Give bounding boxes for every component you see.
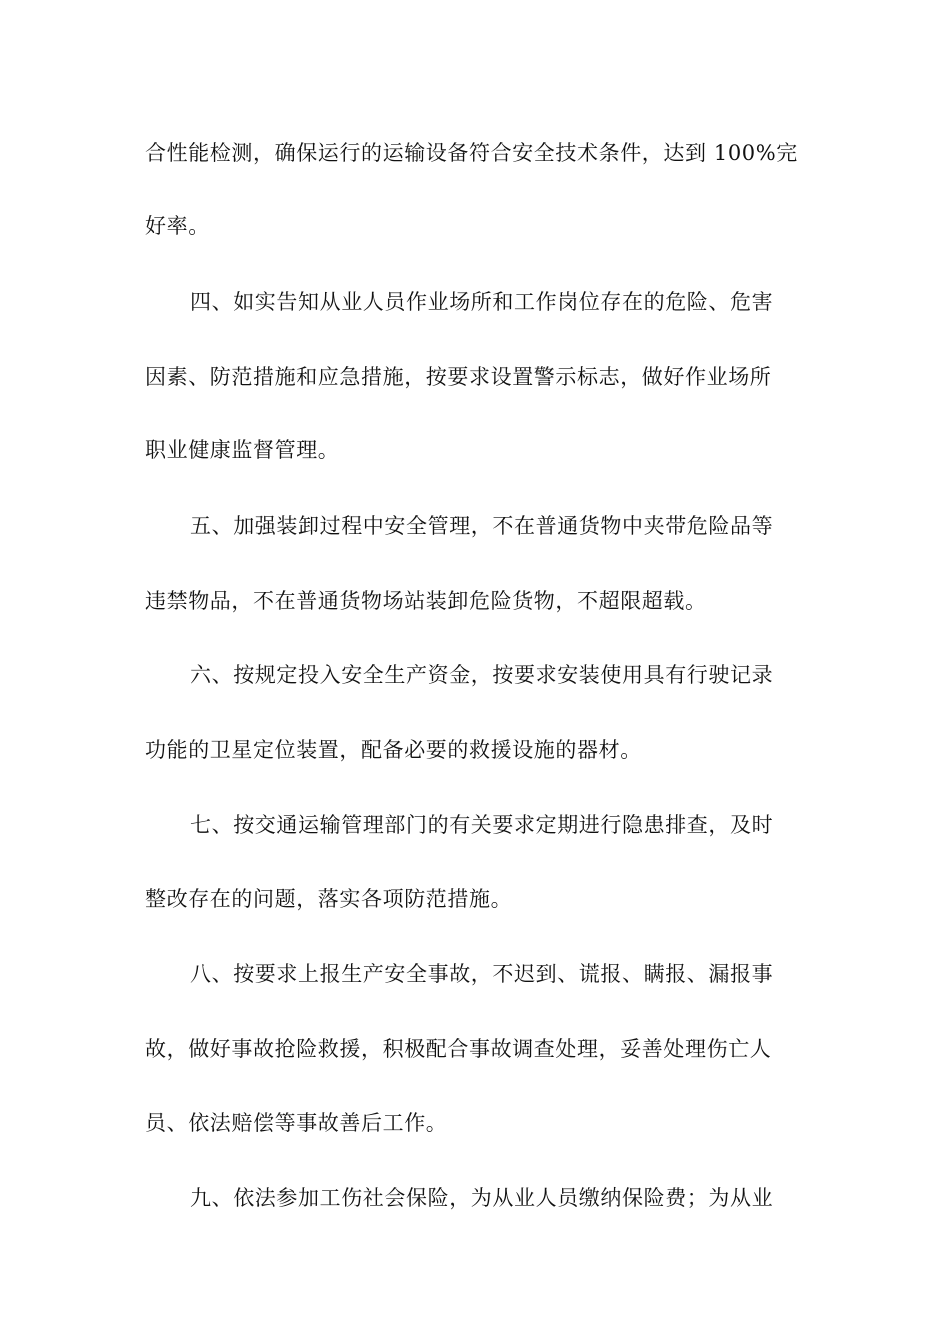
text-line: 职业健康监督管理。 <box>145 438 340 462</box>
text-line: 故，做好事故抢险救援，积极配合事故调查处理，妥善处理伤亡人 <box>145 1037 772 1061</box>
paragraph-nine-line: 九、依法参加工伤社会保险，为从业人员缴纳保险费；为从业 <box>190 1186 774 1210</box>
text-line: 违禁物品，不在普通货物场站装卸危险货物，不超限超载。 <box>145 589 707 613</box>
paragraph-seven-line: 七、按交通运输管理部门的有关要求定期进行隐患排查，及时 <box>190 813 774 837</box>
text-line: 功能的卫星定位装置，配备必要的救援设施的器材。 <box>145 738 642 762</box>
paragraph-eight-line: 八、按要求上报生产安全事故，不迟到、谎报、瞒报、漏报事 <box>190 962 774 986</box>
text-line: 因素、防范措施和应急措施，按要求设置警示标志，做好作业场所 <box>145 365 772 389</box>
text-line: 好率。 <box>145 214 210 238</box>
paragraph-five-line: 五、加强装卸过程中安全管理，不在普通货物中夹带危险品等 <box>190 514 774 538</box>
text-line: 合性能检测，确保运行的运输设备符合安全技术条件，达到 100%完 <box>145 141 798 165</box>
text-line: 整改存在的问题，落实各项防范措施。 <box>145 887 513 911</box>
paragraph-six-line: 六、按规定投入安全生产资金，按要求安装使用具有行驶记录 <box>190 663 774 687</box>
paragraph-four-line: 四、如实告知从业人员作业场所和工作岗位存在的危险、危害 <box>190 290 774 314</box>
text-line: 员、依法赔偿等事故善后工作。 <box>145 1111 448 1135</box>
